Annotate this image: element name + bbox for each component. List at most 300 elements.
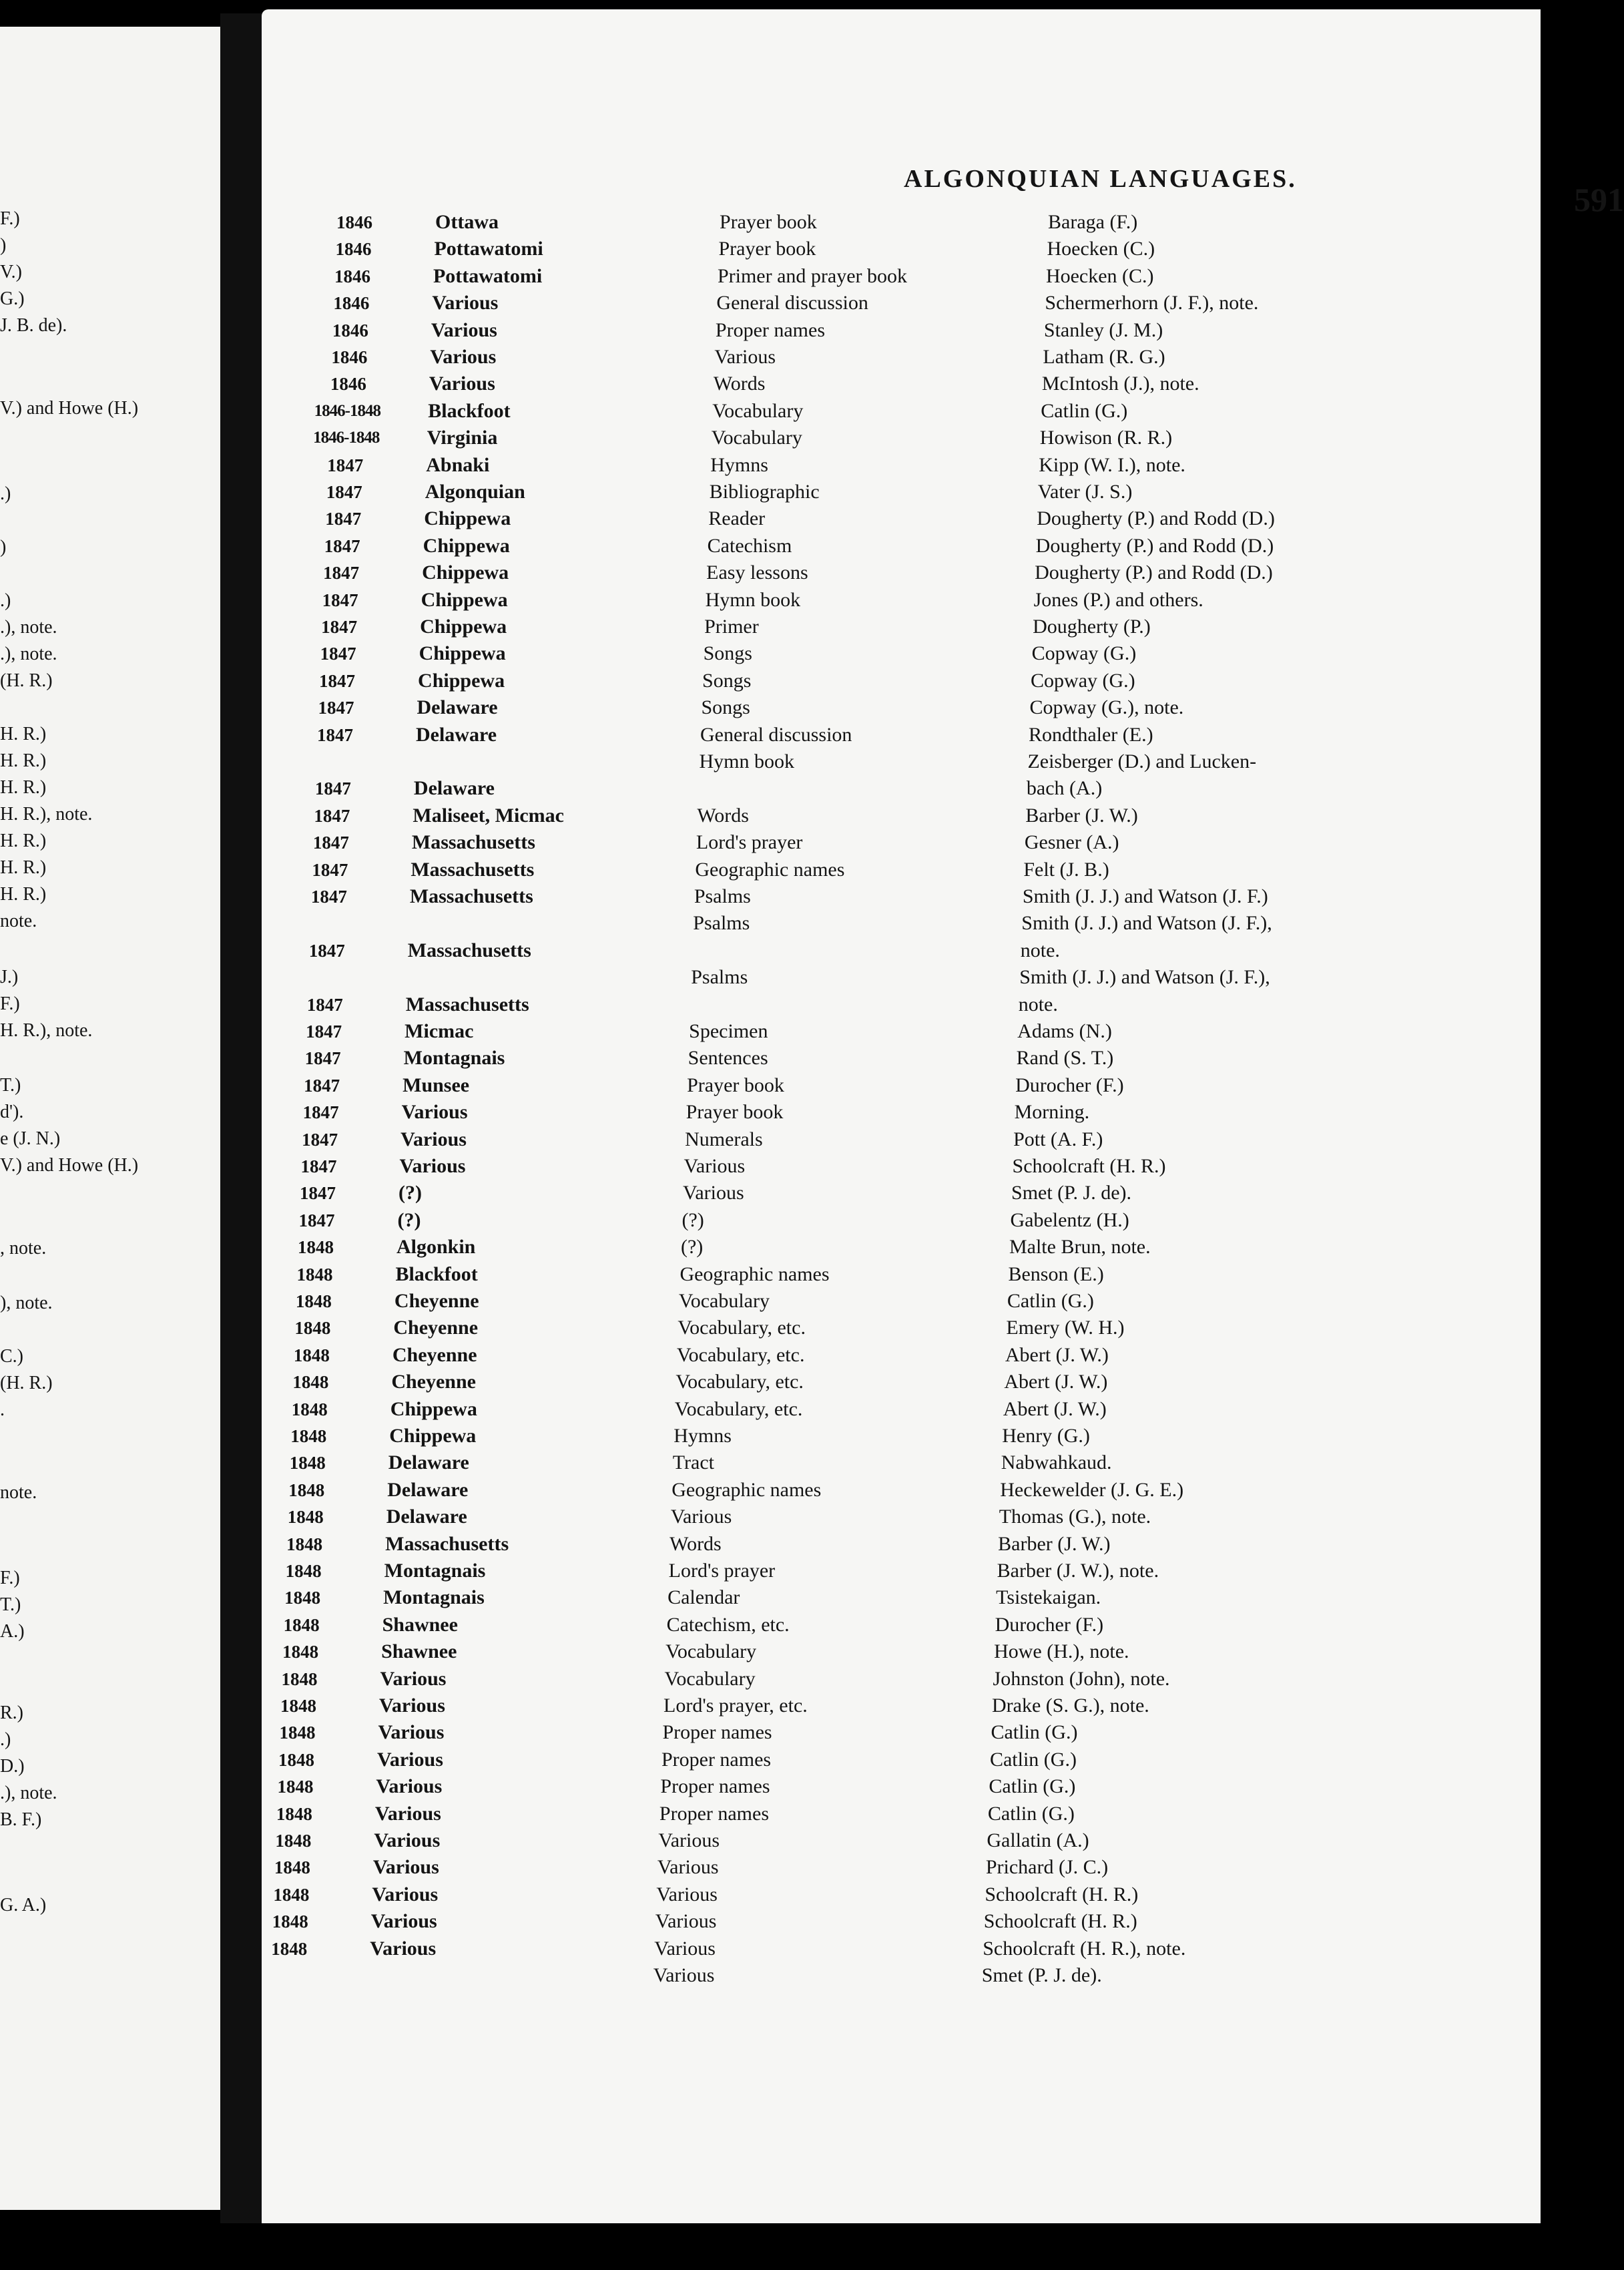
entry-year: 1847 xyxy=(319,670,356,691)
entry-subject: (?) xyxy=(680,1236,704,1259)
entry-subject: Lord's prayer xyxy=(696,831,803,854)
entry-language: Blackfoot xyxy=(428,399,511,422)
entry-author: Rondthaler (E.) xyxy=(1028,723,1153,746)
entry-language: Massachusetts xyxy=(385,1532,509,1555)
entry-language: Massachusetts xyxy=(409,885,533,907)
left-page-fragment: B. F.) xyxy=(0,1809,42,1830)
entry-subject: Geographic names xyxy=(680,1263,830,1285)
left-page-fragment: G. A.) xyxy=(0,1895,47,1915)
entry-author: Jones (P.) and others. xyxy=(1033,588,1203,611)
entry-language: Montagnais xyxy=(403,1047,505,1070)
entry-author: Emery (W. H.) xyxy=(1006,1317,1125,1339)
entry-subject: Various xyxy=(654,1937,716,1960)
entry-language: Chippewa xyxy=(390,1397,477,1420)
left-page-fragment: ) xyxy=(0,235,7,256)
left-page-fragment: H. R.) xyxy=(0,724,47,744)
entry-year: 1847 xyxy=(325,509,362,529)
entry-author: Baraga (F.) xyxy=(1048,211,1138,233)
entry-year: 1847 xyxy=(312,859,348,880)
entry-language: Cheyenne xyxy=(391,1371,476,1393)
table-row xyxy=(262,1963,1530,1990)
entry-year: 1848 xyxy=(289,1453,326,1473)
entry-author: Pott (A. F.) xyxy=(1013,1128,1103,1150)
entry-author: Catlin (G.) xyxy=(1007,1290,1094,1312)
entry-language: Chippewa xyxy=(421,588,508,611)
left-page-fragment: ), note. xyxy=(0,1293,53,1313)
page-number: 591 xyxy=(1574,181,1624,218)
entry-year: 1848 xyxy=(288,1480,325,1500)
entry-language: Various xyxy=(432,292,499,314)
entry-language: Various xyxy=(399,1155,466,1177)
entry-subject: Hymn book xyxy=(699,750,794,772)
entry-subject: Geographic names xyxy=(695,858,845,881)
table-row xyxy=(262,668,1530,695)
left-page-fragment: H. R.) xyxy=(0,831,47,851)
entry-language: Various xyxy=(372,1856,439,1879)
entry-language: Chippewa xyxy=(389,1425,477,1447)
table-row xyxy=(262,1558,1530,1585)
entry-language: Montagnais xyxy=(384,1560,486,1582)
entry-language: Maliseet, Micmac xyxy=(413,804,564,827)
entry-subject: Various xyxy=(658,1829,720,1851)
table-row xyxy=(262,1289,1530,1315)
entry-year: 1847 xyxy=(304,1075,340,1096)
entry-subject: Sentences xyxy=(688,1047,768,1070)
left-page-fragment: e (J. N.) xyxy=(0,1128,61,1149)
entry-author: Benson (E.) xyxy=(1008,1263,1104,1285)
entry-author: Hoecken (C.) xyxy=(1045,264,1154,287)
entry-year: 1847 xyxy=(327,455,364,475)
entry-subject: Prayer book xyxy=(718,238,816,260)
table-row xyxy=(262,318,1530,345)
table-row xyxy=(262,1478,1530,1504)
entry-author: Thomas (G.), note. xyxy=(999,1506,1151,1528)
entry-year: 1847 xyxy=(302,1129,338,1150)
table-row xyxy=(262,399,1530,425)
table-row xyxy=(262,1019,1530,1046)
entry-author: note. xyxy=(1020,939,1060,961)
entry-subject: Calendar xyxy=(667,1586,740,1609)
entry-year: 1846-1848 xyxy=(314,401,380,420)
entry-language: Shawnee xyxy=(381,1640,457,1663)
entry-author: Barber (J. W.) xyxy=(998,1532,1111,1555)
entry-year: 1847 xyxy=(314,805,350,826)
entry-subject: Tract xyxy=(672,1451,714,1474)
entry-author: Catlin (G.) xyxy=(987,1802,1075,1825)
left-page-fragment: H. R.) xyxy=(0,777,47,798)
entry-author: Latham (R. G.) xyxy=(1043,346,1165,368)
entry-author: Kipp (W. I.), note. xyxy=(1039,453,1185,476)
entry-author: Adams (N.) xyxy=(1017,1020,1112,1042)
entry-language: Algonquian xyxy=(425,481,525,503)
table-row xyxy=(262,1127,1530,1154)
table-row xyxy=(262,1369,1530,1396)
entry-language: Various xyxy=(378,1721,445,1744)
table-row xyxy=(262,1154,1530,1180)
table-row xyxy=(262,1612,1530,1639)
table-row xyxy=(262,1720,1530,1747)
entry-year: 1847 xyxy=(326,482,362,502)
entry-subject: Prayer book xyxy=(687,1074,784,1096)
entry-language: Blackfoot xyxy=(395,1263,478,1285)
entry-author: Tsistekaigan. xyxy=(996,1586,1101,1609)
table-row xyxy=(262,1693,1530,1720)
entry-language: Massachusetts xyxy=(405,993,529,1015)
entry-year: 1848 xyxy=(278,1749,314,1770)
entry-year: 1848 xyxy=(281,1668,318,1689)
table-row xyxy=(262,776,1530,803)
entry-author: Dougherty (P.) xyxy=(1033,616,1151,638)
table-row xyxy=(262,1747,1530,1774)
entry-author: Copway (G.) xyxy=(1031,669,1135,692)
table-row xyxy=(262,371,1530,398)
left-page-fragment: R.) xyxy=(0,1702,23,1723)
entry-author: Abert (J. W.) xyxy=(1003,1397,1107,1420)
entry-language: Delaware xyxy=(387,1478,469,1501)
entry-subject: Words xyxy=(697,804,749,827)
entry-subject: Lord's prayer xyxy=(668,1560,776,1582)
entry-subject: Words xyxy=(713,373,766,395)
entry-year: 1846 xyxy=(332,320,368,340)
entry-language: Pottawatomi xyxy=(434,238,543,260)
entry-language: Various xyxy=(380,1667,447,1690)
left-page-fragment: (H. R.) xyxy=(0,670,53,691)
table-row xyxy=(262,264,1530,290)
entry-year: 1846 xyxy=(331,347,368,367)
entry-language: Various xyxy=(374,1829,441,1851)
entry-author: Malte Brun, note. xyxy=(1009,1236,1151,1259)
entry-subject: Vocabulary xyxy=(711,427,802,449)
entry-author: Felt (J. B.) xyxy=(1023,858,1109,881)
entry-author: Dougherty (P.) and Rodd (D.) xyxy=(1037,507,1275,530)
entry-year: 1848 xyxy=(274,1857,310,1878)
table-row xyxy=(262,614,1530,641)
table-row xyxy=(262,884,1530,911)
table-row xyxy=(262,345,1530,371)
table-row xyxy=(262,1180,1530,1207)
entry-author: Smith (J. J.) and Watson (J. F.), xyxy=(1019,966,1270,989)
table-row xyxy=(262,1882,1530,1909)
entry-year: 1848 xyxy=(294,1318,331,1339)
entry-year: 1847 xyxy=(323,563,360,584)
entry-subject: Numerals xyxy=(685,1128,763,1150)
entry-language: Chippewa xyxy=(424,507,511,530)
entry-year: 1848 xyxy=(293,1345,330,1365)
entry-year: 1848 xyxy=(296,1264,333,1285)
table-row xyxy=(262,1936,1530,1963)
entry-language: Chippewa xyxy=(418,669,505,692)
entry-year: 1848 xyxy=(276,1803,312,1824)
entry-author: Gallatin (A.) xyxy=(987,1829,1089,1851)
entry-subject: Songs xyxy=(701,696,750,719)
entry-subject: Catechism xyxy=(707,534,792,557)
entry-author: Howe (H.), note. xyxy=(994,1640,1129,1663)
entry-year: 1847 xyxy=(306,1021,342,1042)
entry-language: Pottawatomi xyxy=(433,264,543,287)
entry-year: 1848 xyxy=(290,1426,327,1446)
entry-subject: Various xyxy=(714,346,776,368)
entry-subject: Hymns xyxy=(710,453,768,476)
table-row xyxy=(262,560,1530,587)
entry-year: 1848 xyxy=(275,1831,312,1851)
entry-subject: Prayer book xyxy=(686,1101,784,1124)
left-page-fragment: F.) xyxy=(0,208,20,229)
entry-language: Cheyenne xyxy=(392,1343,477,1366)
table-row xyxy=(262,965,1530,991)
entry-subject: Vocabulary, etc. xyxy=(678,1317,806,1339)
entry-subject: Various xyxy=(653,1964,715,1986)
entry-author: Schoolcraft (H. R.) xyxy=(1012,1155,1166,1177)
entry-author: Dougherty (P.) and Rodd (D.) xyxy=(1035,561,1273,584)
entry-year: 1847 xyxy=(312,833,349,853)
entry-author: Gesner (A.) xyxy=(1024,831,1119,854)
entry-language: Delaware xyxy=(388,1451,469,1474)
left-page-fragment: (H. R.) xyxy=(0,1373,53,1393)
entry-author: Henry (G.) xyxy=(1002,1425,1090,1447)
table-row xyxy=(262,1504,1530,1531)
entry-year: 1846 xyxy=(335,239,372,260)
entry-language: Various xyxy=(401,1101,468,1124)
table-row xyxy=(262,1639,1530,1666)
entry-subject: Vocabulary xyxy=(664,1667,756,1690)
entry-year: 1848 xyxy=(292,1372,329,1393)
entry-subject: Various xyxy=(657,1856,719,1879)
table-row xyxy=(262,1262,1530,1289)
entry-author: Heckewelder (J. G. E.) xyxy=(1000,1478,1184,1501)
entry-subject: Reader xyxy=(708,507,766,530)
left-page-fragment: H. R.) xyxy=(0,750,47,771)
table-row xyxy=(262,1315,1530,1342)
entry-author: Gabelentz (H.) xyxy=(1010,1208,1129,1231)
entry-subject: (?) xyxy=(682,1208,704,1231)
entry-year: 1848 xyxy=(286,1534,323,1554)
entry-language: Various xyxy=(370,1937,437,1960)
entry-year: 1848 xyxy=(291,1399,328,1419)
entry-year: 1848 xyxy=(295,1291,332,1311)
page-title: ALGONQUIAN LANGUAGES. xyxy=(904,165,1297,193)
entry-author: Durocher (F.) xyxy=(995,1613,1104,1636)
entry-language: Various xyxy=(370,1910,437,1933)
table-row xyxy=(262,1855,1530,1881)
left-page-fragment: .) xyxy=(0,1729,11,1750)
entry-author: Howison (R. R.) xyxy=(1039,427,1173,449)
entry-year: 1847 xyxy=(324,535,360,556)
entry-author: Catlin (G.) xyxy=(991,1721,1078,1744)
entry-subject: Primer xyxy=(704,616,759,638)
left-page-fragment: J.) xyxy=(0,967,19,987)
table-row xyxy=(262,1423,1530,1450)
entry-year: 1848 xyxy=(279,1723,316,1743)
entry-author: Smith (J. J.) and Watson (J. F.) xyxy=(1022,885,1268,907)
entry-year: 1846 xyxy=(330,374,366,395)
entry-language: (?) xyxy=(397,1208,421,1231)
entry-year: 1847 xyxy=(300,1156,337,1176)
entry-language: Algonkin xyxy=(396,1236,476,1259)
left-page-fragment: H. R.), note. xyxy=(0,1020,93,1041)
entry-subject: Easy lessons xyxy=(706,561,808,584)
table-row xyxy=(262,1073,1530,1100)
left-page-fragment: .), note. xyxy=(0,617,57,638)
table-row xyxy=(262,1450,1530,1477)
entry-year: 1848 xyxy=(297,1237,334,1258)
entry-language: Various xyxy=(379,1694,445,1717)
entry-author: Abert (J. W.) xyxy=(1005,1343,1109,1366)
entry-subject: Words xyxy=(669,1532,722,1555)
table-row xyxy=(262,803,1530,830)
left-page-fragment: , note. xyxy=(0,1238,47,1259)
entry-subject: Vocabulary, etc. xyxy=(674,1397,803,1420)
entry-author: McIntosh (J.), note. xyxy=(1041,373,1199,395)
entry-author: Schoolcraft (H. R.) xyxy=(983,1910,1137,1933)
entry-author: Zeisberger (D.) and Lucken- xyxy=(1027,750,1257,772)
left-page-fragment: . xyxy=(0,1399,5,1420)
left-page-fragment: H. R.), note. xyxy=(0,804,93,825)
entry-language: Various xyxy=(429,373,495,395)
entry-language: Various xyxy=(376,1748,443,1771)
table-row xyxy=(262,1774,1530,1801)
entry-subject: Proper names xyxy=(661,1748,772,1771)
entry-language: Ottawa xyxy=(435,211,499,233)
entry-subject: Primer and prayer book xyxy=(717,264,908,287)
table-row xyxy=(262,506,1530,533)
table-row xyxy=(262,911,1530,937)
left-page-fragment: V.) and Howe (H.) xyxy=(0,398,139,419)
left-page-fragment: D.) xyxy=(0,1756,25,1777)
entry-language: Various xyxy=(431,318,497,341)
entry-subject: Hymn book xyxy=(705,588,801,611)
entry-language: Virginia xyxy=(427,427,498,449)
entry-year: 1846 xyxy=(334,266,370,286)
entry-language: Delaware xyxy=(386,1506,467,1528)
left-page-fragment: F.) xyxy=(0,993,20,1014)
entry-year: 1847 xyxy=(318,698,354,718)
entry-year: 1847 xyxy=(304,1048,341,1069)
entry-language: Cheyenne xyxy=(394,1290,479,1312)
left-page-fragment: A.) xyxy=(0,1621,25,1642)
entry-author: Drake (S. G.), note. xyxy=(992,1694,1149,1717)
table-row xyxy=(262,1585,1530,1612)
entry-language: Various xyxy=(372,1883,439,1905)
entry-language: Chippewa xyxy=(422,561,509,584)
entry-subject: Specimen xyxy=(689,1020,768,1042)
entry-author: Nabwahkaud. xyxy=(1001,1451,1112,1474)
left-page-fragment: note. xyxy=(0,911,37,931)
entry-author: Schoolcraft (H. R.) xyxy=(985,1883,1139,1905)
entry-author: note. xyxy=(1018,993,1058,1015)
entry-author: Catlin (G.) xyxy=(1041,399,1128,422)
entry-language: (?) xyxy=(398,1182,422,1204)
entry-year: 1848 xyxy=(284,1588,321,1608)
left-page-fragment: G.) xyxy=(0,288,25,309)
entry-language: Cheyenne xyxy=(393,1317,479,1339)
entry-subject: Psalms xyxy=(693,912,750,935)
left-page-fragment: ) xyxy=(0,537,7,557)
left-page-fragment: .), note. xyxy=(0,644,57,664)
entry-author: Schoolcraft (H. R.), note. xyxy=(983,1937,1186,1960)
table-row xyxy=(262,938,1530,965)
entry-author: Smet (P. J. de). xyxy=(981,1964,1102,1986)
entry-author: Catlin (G.) xyxy=(989,1775,1076,1798)
entry-author: Catlin (G.) xyxy=(989,1748,1077,1771)
table-row xyxy=(262,1100,1530,1126)
entry-language: Massachusetts xyxy=(411,858,535,881)
entry-year: 1848 xyxy=(282,1642,319,1662)
entry-subject: Vocabulary xyxy=(712,399,804,422)
entry-subject: Vocabulary, etc. xyxy=(676,1343,805,1366)
left-page-fragment: J. B. de). xyxy=(0,315,67,336)
table-row xyxy=(262,1909,1530,1936)
entry-language: Micmac xyxy=(404,1020,474,1042)
entry-subject: Proper names xyxy=(660,1775,770,1798)
entry-subject: Psalms xyxy=(694,885,751,907)
entry-year: 1847 xyxy=(316,724,353,745)
table-row xyxy=(262,641,1530,668)
entry-year: 1848 xyxy=(280,1696,317,1716)
entry-language: Massachusetts xyxy=(407,939,531,961)
entry-subject: Proper names xyxy=(662,1721,772,1744)
table-row xyxy=(262,479,1530,506)
left-page-fragment: T.) xyxy=(0,1075,21,1096)
entry-year: 1848 xyxy=(285,1561,322,1581)
entry-year: 1846 xyxy=(333,293,370,314)
table-row xyxy=(262,857,1530,884)
entry-year: 1847 xyxy=(302,1102,339,1123)
entry-year: 1846-1848 xyxy=(313,429,380,447)
entry-author: Johnston (John), note. xyxy=(993,1667,1170,1690)
table-row xyxy=(262,236,1530,263)
entry-author: Smet (P. J. de). xyxy=(1011,1182,1132,1204)
entry-author: Morning. xyxy=(1014,1101,1090,1124)
entry-subject: General discussion xyxy=(716,292,868,314)
entry-year: 1847 xyxy=(306,994,343,1015)
left-page-fragment: .) xyxy=(0,483,11,504)
entry-author: Stanley (J. M.) xyxy=(1043,318,1163,341)
left-page-fragment: .) xyxy=(0,590,11,611)
entry-subject: Bibliographic xyxy=(709,481,820,503)
table-row xyxy=(262,992,1530,1019)
entry-author: Dougherty (P.) and Rodd (D.) xyxy=(1035,534,1274,557)
left-page-fragment: note. xyxy=(0,1482,37,1503)
left-page-fragment: V.) and Howe (H.) xyxy=(0,1155,139,1176)
entry-year: 1847 xyxy=(300,1183,336,1204)
entry-subject: Catechism, etc. xyxy=(666,1613,790,1636)
entry-year: 1848 xyxy=(273,1884,310,1905)
left-page-fragment: T.) xyxy=(0,1594,21,1615)
entry-subject: Vocabulary xyxy=(665,1640,757,1663)
entry-author: Barber (J. W.), note. xyxy=(997,1560,1159,1582)
entry-author: Durocher (F.) xyxy=(1015,1074,1124,1096)
table-row xyxy=(262,1343,1530,1369)
entry-year: 1848 xyxy=(277,1777,314,1797)
entry-language: Various xyxy=(430,346,497,368)
table-row xyxy=(262,453,1530,479)
table-row xyxy=(262,695,1530,722)
entry-year: 1848 xyxy=(272,1911,308,1932)
table-row xyxy=(262,1828,1530,1855)
left-page-fragment: d'). xyxy=(0,1102,24,1122)
entry-language: Delaware xyxy=(413,777,495,800)
entry-subject: Songs xyxy=(703,642,752,665)
left-page-fragment: H. R.) xyxy=(0,857,47,878)
right-page xyxy=(262,9,1624,2223)
entry-subject: Vocabulary, etc. xyxy=(675,1371,804,1393)
entry-year: 1847 xyxy=(314,778,351,799)
entry-language: Various xyxy=(376,1775,443,1798)
entry-subject: Various xyxy=(655,1910,717,1933)
entry-subject: Songs xyxy=(702,669,752,692)
entry-language: Abnaki xyxy=(426,453,490,476)
table-row xyxy=(262,210,1530,236)
